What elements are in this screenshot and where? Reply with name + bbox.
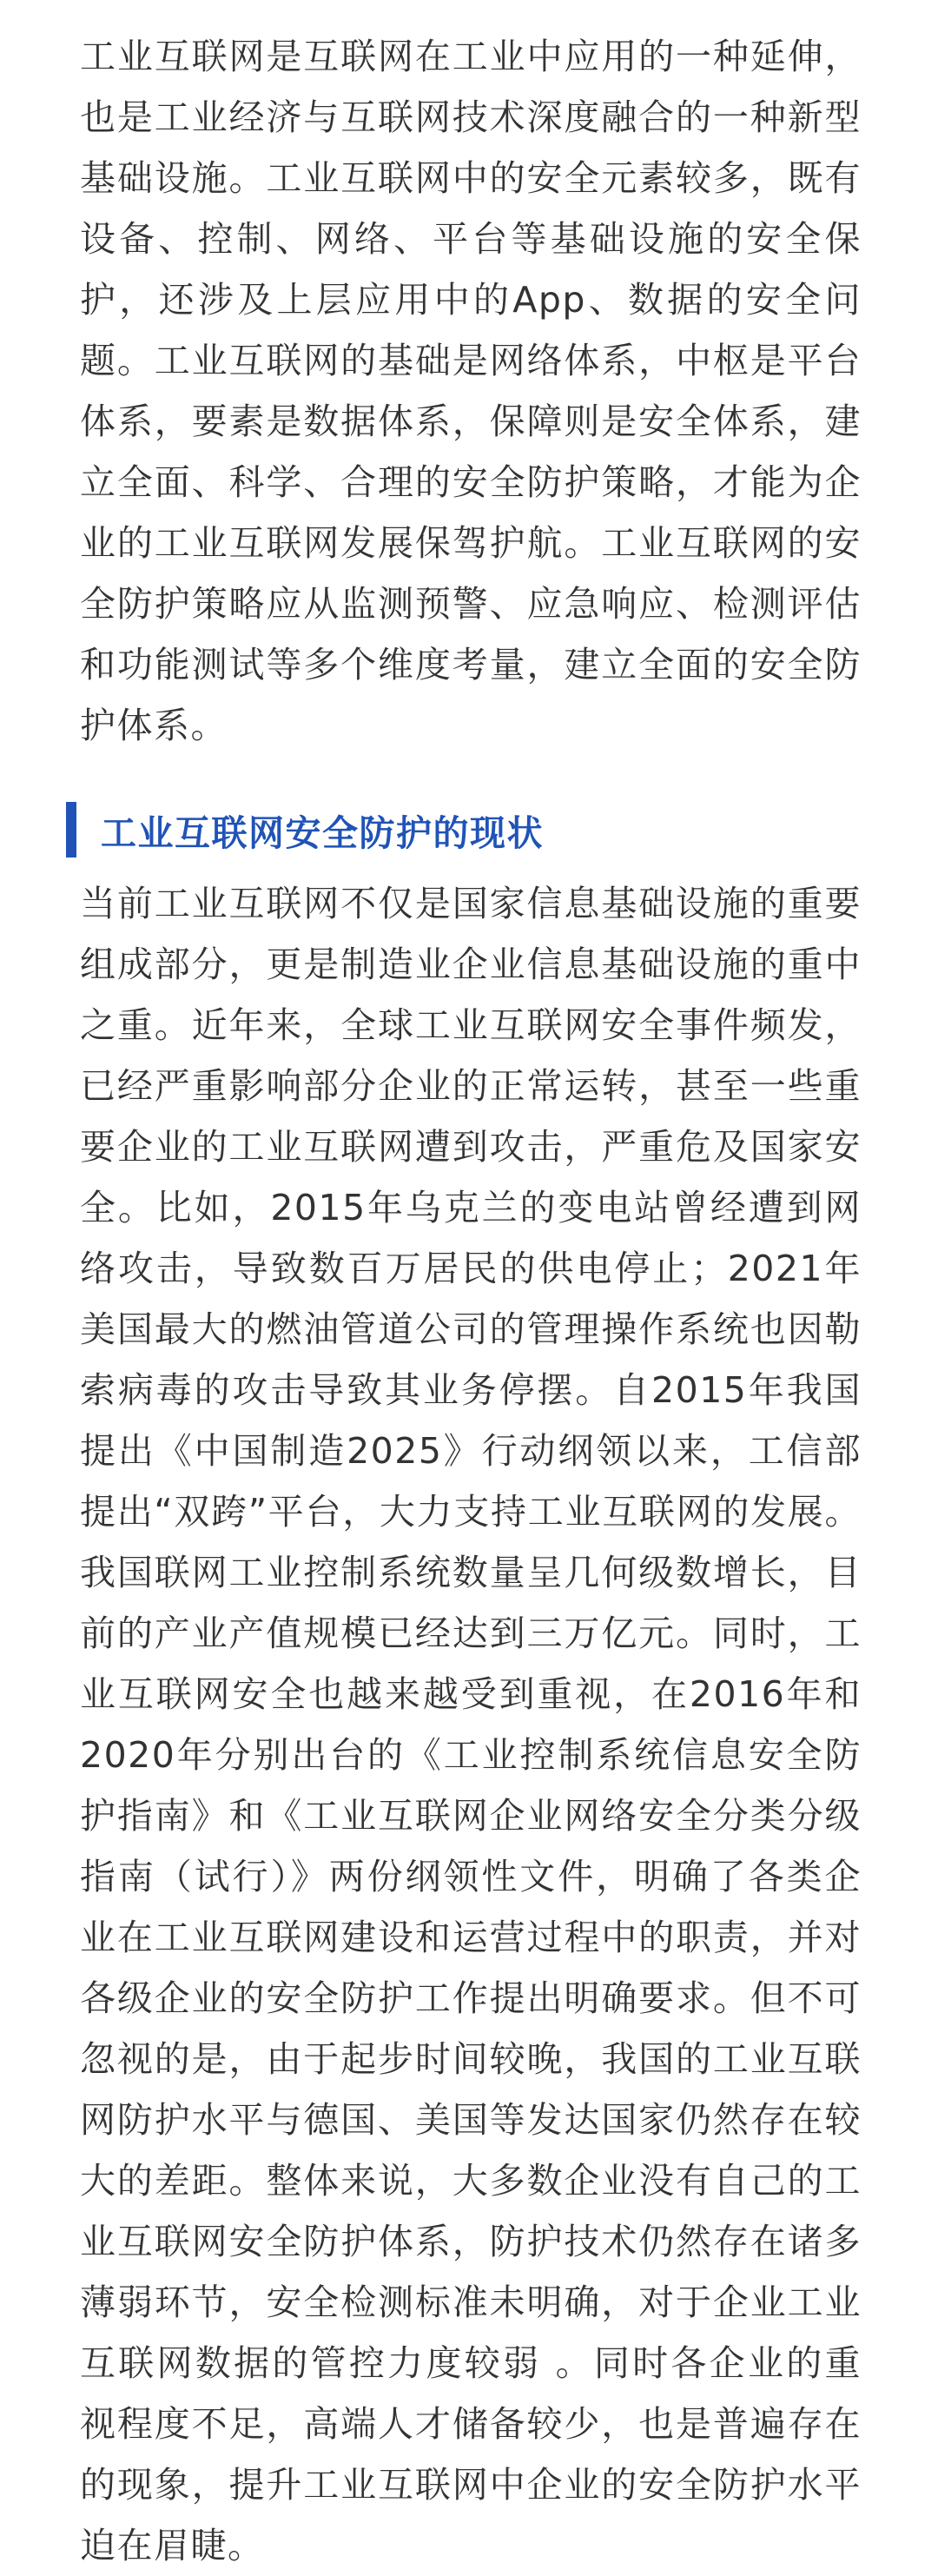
article-intro bbox=[80, 26, 862, 756]
article-section-body bbox=[80, 873, 862, 2576]
intro-paragraph: 工业互联网是互联网在工业中应用的一种延伸，也是工业经济与互联网技术深度融合的一种新型基础设施。工业互联网中的安全元素较多，既有设备、控制、网络、平台等基础设施的安全保护，还涉及上层应用中的App、数据的安全问题。工业互联网的基础是网络体系，中枢是平台体系，要素是数据体系，保障则是安全体系，建立全面、科学、合理的安全防护策略，才能为企业的工业互联网发展保驾护航。工业互联网的安全防护策略应从监测预警、应急响应、检测评估和功能测试等多个维度考量，建立全面的安全防护体系。 bbox=[80, 36, 862, 746]
section-title: 工业互联网安全防护的现状 bbox=[101, 811, 544, 854]
section-paragraph: 当前工业互联网不仅是国家信息基础设施的重要组成部分，更是制造业企业信息基础设施的重中之重。近年来，全球工业互联网安全事件频发，已经严重影响部分企业的正常运转，甚至一些重要企业的工业互联网遭到攻击，严重危及国家安全。比如，2015年乌克兰的变电站曾经遭到网络攻击，导致数百万居民的供电停止；2021年美国最大的燃油管道公司的管理操作系统也因勒索病毒的攻击导致其业务停摆。自2015年我国提出《中国制造2025》行动纲领以来，工信部提出“双跨”平台，大力支持工业互联网的发展。我国联网工业控制系统数量呈几何级数增长，目前的产业产值规模已经达到三万亿元。同时，工业互联网安全也越来越受到重视，在2016年和2020年分别出台的《工业控制系统信息安全防护指南》和《工业互联网企业网络安全分类分级指南（试行）》两份纲领性文件，明确了各类企业在工业互联网建设和运营过程中的职责，并对各级企业的安全防护工作提出明确要求。但不可忽视的是，由于起步时间较晚，我国的工业互联网防护水平与德国、美国等发达国家仍然存在较大的差距。整体来说，大多数企业没有自己的工业互联网安全防护体系，防护技术仍然存在诸多薄弱环节，安全检测标准未明确，对于企业工业互联网数据的管控力度较弱 。同时各企业的重视程度不足，高端人才储备较少，也是普遍存在的现象，提升工业互联网中企业的安全防护水平迫在眉睫。 bbox=[80, 883, 862, 2566]
section-heading bbox=[66, 799, 544, 860]
heading-accent-bar bbox=[66, 802, 76, 858]
